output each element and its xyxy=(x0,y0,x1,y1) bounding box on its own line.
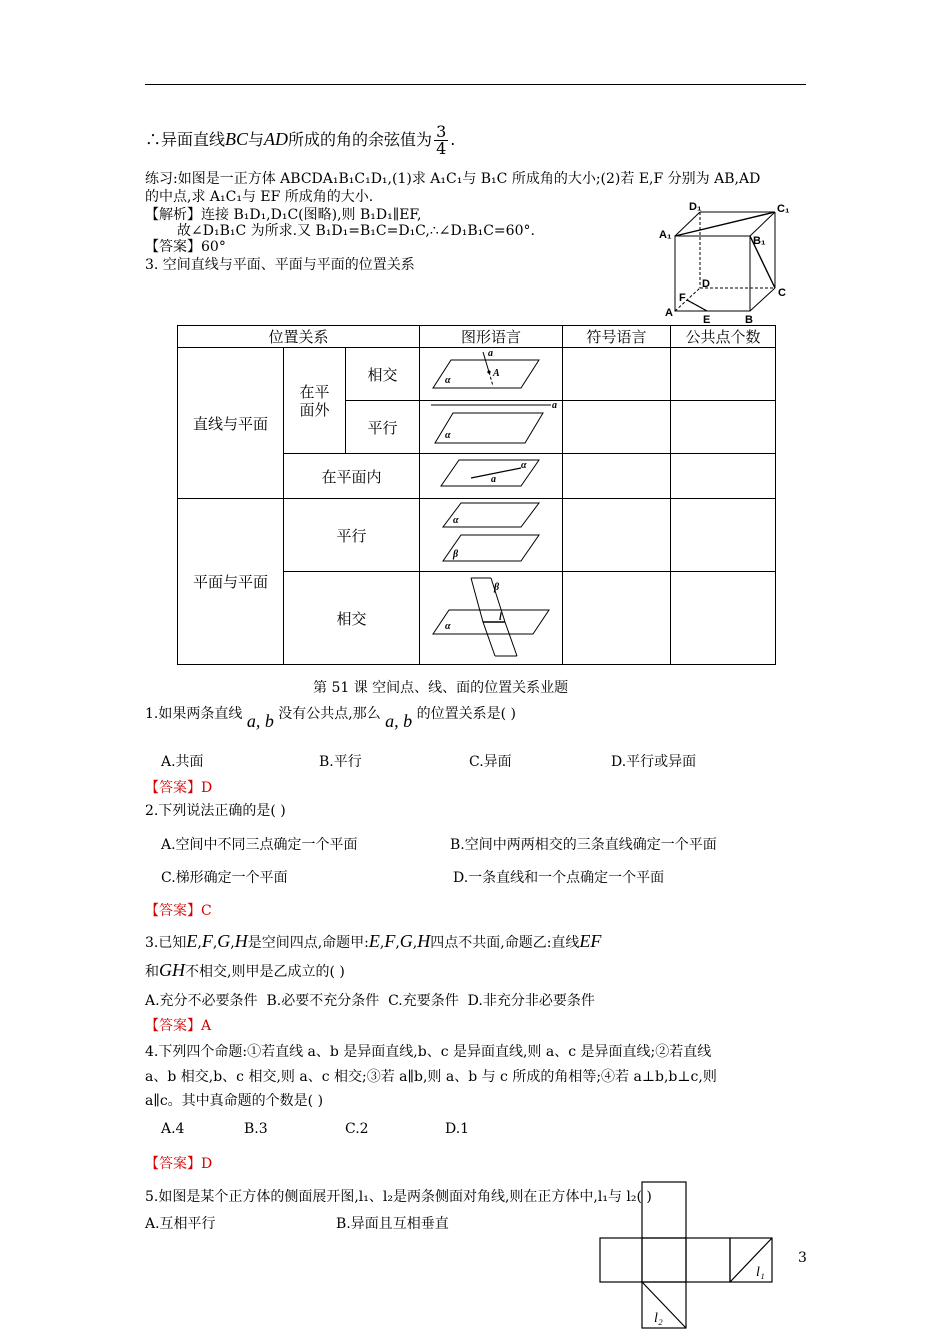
cell-pp-intersect: 相交 xyxy=(284,572,420,665)
net-label-l1: l₁ xyxy=(756,1265,765,1280)
fig-line-intersect-plane xyxy=(420,348,563,401)
cell-intersect: 相交 xyxy=(346,348,420,401)
header-position: 位置关系 xyxy=(178,326,420,348)
q4-answer: 【答案】D xyxy=(145,1156,213,1172)
line-intersect-plane-drawing xyxy=(421,348,561,396)
q2-option-d: D.一条直线和一个点确定一个平面 xyxy=(453,870,665,886)
cube-net-figure xyxy=(598,1178,780,1332)
header-figure: 图形语言 xyxy=(420,326,563,348)
cell-line-plane: 直线与平面 xyxy=(178,348,284,499)
fig1-label-alpha: α xyxy=(445,375,451,386)
q2-option-b: B.空间中两两相交的三条直线确定一个平面 xyxy=(450,837,717,853)
fraction-numerator: 3 xyxy=(436,122,447,141)
q1-stem xyxy=(145,702,516,731)
q3-var-g: G xyxy=(217,931,231,951)
exercise-line-2: 的中点,求 A₁C₁与 EF 所成角的大小. xyxy=(145,189,374,205)
fig3-label-a: a xyxy=(491,474,496,485)
line-parallel-plane-drawing xyxy=(421,401,561,449)
q3-line-1 xyxy=(145,931,601,952)
q5-option-a: A.互相平行 xyxy=(145,1216,216,1232)
net-face xyxy=(642,1238,686,1282)
fig4-label-alpha: α xyxy=(453,515,459,526)
net-face xyxy=(686,1238,730,1282)
cube-label-b1: B₁ xyxy=(753,235,766,247)
q3-var-e: E xyxy=(186,931,198,951)
cell-count-3 xyxy=(671,454,776,499)
q3-var-ef: EF xyxy=(579,931,602,951)
q3-var-f: F xyxy=(384,931,396,951)
exercise-line-1: 练习:如图是一正方体 ABCDA₁B₁C₁D₁,(1)求 A₁C₁与 B₁C 所成角的大小;(2)若 E,F 分别为 AB,AD xyxy=(145,171,761,187)
cube-label-d: D xyxy=(702,278,710,290)
page-number: 3 xyxy=(798,1250,807,1266)
q3-text: 是空间四点,命题甲: xyxy=(247,935,369,951)
q4-option-b: B.3 xyxy=(244,1121,268,1137)
conclusion-with: 与 xyxy=(248,130,265,149)
answer-60: 【答案】60° xyxy=(145,239,226,255)
q1-answer: 【答案】D xyxy=(145,780,213,796)
fig5-label-alpha: α xyxy=(445,621,451,632)
q3-comma: , xyxy=(230,935,235,951)
q3-var-g: G xyxy=(399,931,413,951)
line-in-plane-drawing xyxy=(421,454,561,494)
q4-line-3: a∥c。其中真命题的个数是( ) xyxy=(145,1093,324,1109)
q3-var-gh: GH xyxy=(159,960,185,980)
cube-label-a1: A₁ xyxy=(659,229,672,241)
fig-line-parallel-plane xyxy=(420,401,563,454)
cube-front-face xyxy=(675,236,750,311)
net-face-top xyxy=(642,1182,686,1238)
planes-intersect-drawing xyxy=(421,572,561,660)
analysis-line-1: 【解析】连接 B₁D₁,D₁C(图略),则 B₁D₁∥EF, xyxy=(145,207,422,223)
q5-option-b: B.异面且互相垂直 xyxy=(336,1216,449,1232)
cell-outside-plane: 在平 面外 xyxy=(284,348,346,454)
q2-option-a: A.空间中不同三点确定一个平面 xyxy=(161,837,358,853)
q3-text: 和 xyxy=(145,964,159,980)
q3-comma: , xyxy=(395,935,400,951)
fig-planes-intersect xyxy=(420,572,563,665)
cube-label-e: E xyxy=(703,314,711,326)
q1-option-c: C.异面 xyxy=(469,754,512,770)
cell-symbol-1 xyxy=(563,348,671,401)
q1-option-a: A.共面 xyxy=(161,754,204,770)
table-row xyxy=(178,499,776,572)
q1-stem-c: 的位置关系是( ) xyxy=(416,706,516,722)
section-3-title: 3. 空间直线与平面、平面与平面的位置关系 xyxy=(145,257,415,273)
q3-line-2 xyxy=(145,960,345,981)
q4-line-1: 4.下列四个命题:①若直线 a、b 是异面直线,b、c 是异面直线,则 a、c 是异面直线;②若直线 xyxy=(145,1044,712,1060)
fig3-label-alpha: α xyxy=(521,460,527,471)
cube-figure xyxy=(655,198,795,326)
lesson-title: 第 51 课 空间点、线、面的位置关系业题 xyxy=(313,680,569,696)
conclusion-suffix: 所成的角的余弦值为 xyxy=(288,130,433,149)
q3-var-h: H xyxy=(417,931,431,951)
q3-comma: , xyxy=(197,935,202,951)
fig2-label-a: a xyxy=(552,401,557,411)
analysis-line-2: 故∠D₁B₁C 为所求.又 B₁D₁=B₁C=D₁C,∴∠D₁B₁C=60°. xyxy=(177,223,535,239)
conclusion-prefix: ∴异面直线 xyxy=(145,130,226,149)
cell-parallel: 平行 xyxy=(346,401,420,454)
q4-line-2: a、b 相交,b、c 相交,则 a、c 相交;③若 a∥b,则 a、b 与 c 所成的角相等;④若 a⊥b,b⊥c,则 xyxy=(145,1069,717,1085)
cell-symbol-3 xyxy=(563,454,671,499)
q1-var-ab-2: a, b xyxy=(385,711,413,731)
cube-label-d1: D₁ xyxy=(689,201,702,213)
q4-option-d: D.1 xyxy=(445,1121,470,1137)
cell-pp-parallel: 平行 xyxy=(284,499,420,572)
fig2-label-alpha: α xyxy=(445,430,451,441)
position-relation-table xyxy=(177,325,776,665)
planes-parallel-drawing xyxy=(421,499,561,567)
cube-label-f: F xyxy=(679,292,686,304)
cube-label-a: A xyxy=(665,307,673,319)
header-rule xyxy=(145,84,806,85)
net-label-l2: l₂ xyxy=(654,1311,663,1326)
cell-count-1 xyxy=(671,348,776,401)
fig-planes-parallel xyxy=(420,499,563,572)
q3-text: 不相交,则甲是乙成立的( ) xyxy=(185,964,345,980)
fig5-label-beta: β xyxy=(494,582,500,593)
q3-var-e: E xyxy=(368,931,380,951)
q5-stem: 5.如图是某个正方体的侧面展开图,l₁、l₂是两条侧面对角线,则在正方体中,l₁与 l₂( ) xyxy=(145,1189,652,1205)
q3-text: 四点不共面,命题乙:直线 xyxy=(430,935,580,951)
fraction xyxy=(434,124,448,157)
fig4-label-beta: β xyxy=(453,549,459,560)
q2-stem: 2.下列说法正确的是( ) xyxy=(145,803,286,819)
q3-text: 3.已知 xyxy=(145,935,187,951)
table-row xyxy=(178,348,776,401)
header-common-points: 公共点个数 xyxy=(671,326,776,348)
q3-answer: 【答案】A xyxy=(145,1018,212,1034)
q3-options: A.充分不必要条件 B.必要不充分条件 C.充要条件 D.非充分非必要条件 xyxy=(145,993,595,1009)
cell-in-plane: 在平面内 xyxy=(284,454,420,499)
q2-answer: 【答案】C xyxy=(145,903,212,919)
cube-label-b: B xyxy=(745,314,753,326)
q3-var-h: H xyxy=(234,931,248,951)
cube-label-c: C xyxy=(778,287,786,299)
conclusion-line xyxy=(145,124,455,157)
fraction-denominator: 4 xyxy=(436,139,447,158)
q4-option-a: A.4 xyxy=(161,1121,185,1137)
cell-count-5 xyxy=(671,572,776,665)
segment-ad: AD xyxy=(264,129,289,149)
net-diagonal-l2 xyxy=(642,1282,686,1328)
q3-comma: , xyxy=(412,935,418,951)
q3-comma: , xyxy=(379,935,385,951)
cell-count-2 xyxy=(671,401,776,454)
q1-var-ab-1: a, b xyxy=(246,711,274,731)
q1-option-b: B.平行 xyxy=(319,754,362,770)
segment-bc: BC xyxy=(225,129,249,149)
cube-label-c1: C₁ xyxy=(777,203,790,215)
fig1-label-a: a xyxy=(488,348,493,359)
cell-plane-plane: 平面与平面 xyxy=(178,499,284,665)
net-face xyxy=(600,1238,642,1282)
net-diagonal-l1 xyxy=(730,1238,772,1282)
cell-symbol-4 xyxy=(563,499,671,572)
conclusion-period: . xyxy=(450,130,456,149)
fig-line-in-plane xyxy=(420,454,563,499)
q3-comma: , xyxy=(212,935,218,951)
q1-stem-b: 没有公共点,那么 xyxy=(278,706,381,722)
q3-var-f: F xyxy=(201,931,213,951)
header-symbol: 符号语言 xyxy=(563,326,671,348)
cell-count-4 xyxy=(671,499,776,572)
q1-option-d: D.平行或异面 xyxy=(611,754,697,770)
q2-option-c: C.梯形确定一个平面 xyxy=(161,870,288,886)
cell-symbol-2 xyxy=(563,401,671,454)
fig1-label-A: A xyxy=(493,368,500,379)
fig5-label-l: l xyxy=(499,612,502,623)
cell-symbol-5 xyxy=(563,572,671,665)
q4-option-c: C.2 xyxy=(345,1121,369,1137)
table-header-row xyxy=(178,326,776,348)
q1-stem-a: 1.如果两条直线 xyxy=(145,706,243,722)
